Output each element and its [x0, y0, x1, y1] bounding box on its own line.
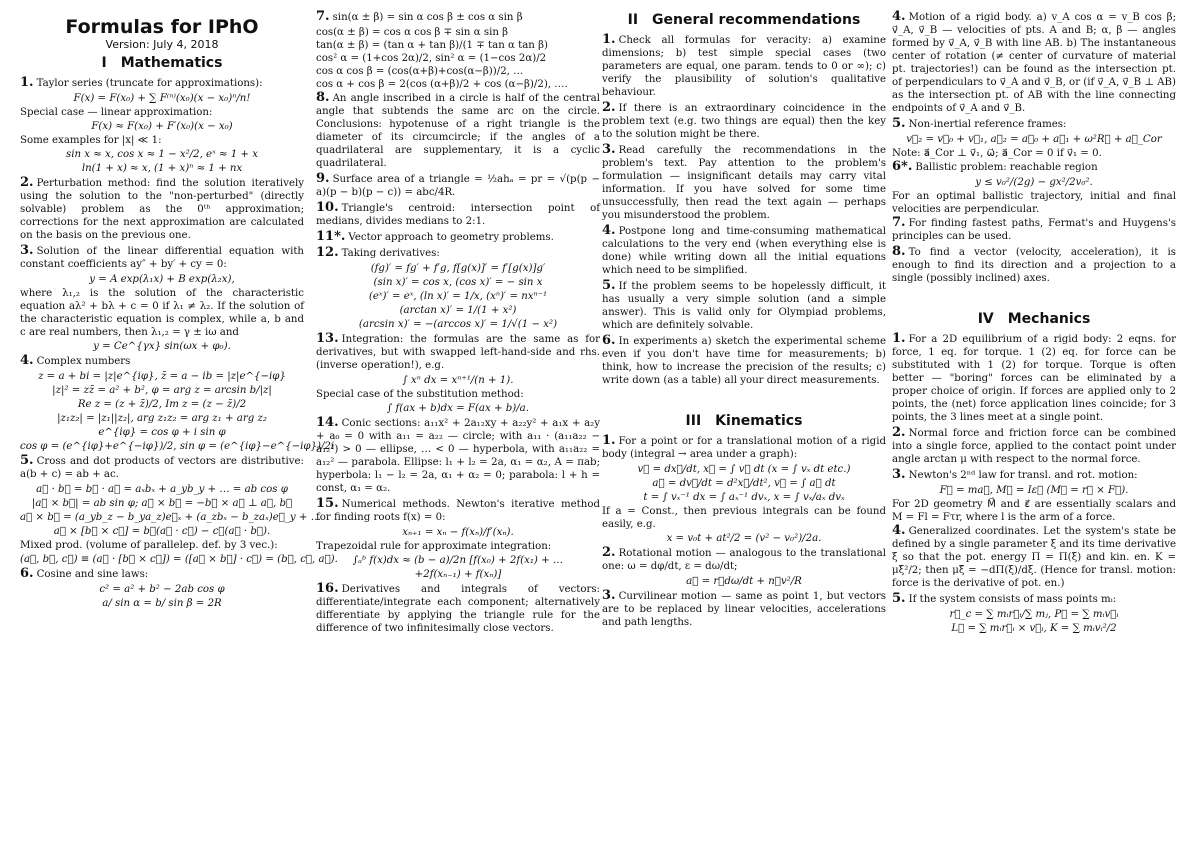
item-text: Special case of the substitution method: — [316, 389, 524, 400]
list-item — [602, 33, 886, 99]
formula: (fg)′ = fg′ + f′g, f[g(x)]′ = f′[g(x)]g′ — [370, 263, 546, 274]
text-line — [602, 505, 886, 531]
section-heading-mechanics — [892, 313, 1176, 326]
formula: F(x) = F(x₀) + ∑ F⁽ⁿ⁾(x₀)(x − x₀)ⁿ/n! — [73, 93, 251, 104]
item-number: 12. — [316, 245, 339, 260]
item-number: 3. — [602, 588, 616, 603]
item-text: Postpone long and time-consuming mathematical calculations to the very end (when everything else is done) while writing down all the initial equations which need to be simplified. — [602, 226, 886, 276]
list-item — [316, 10, 600, 24]
item-text: Mixed prod. (volume of parallelep. def. by 3 vec.): — [20, 540, 278, 551]
list-item — [316, 172, 600, 199]
formula: v⃗ = dx⃗/dt, x⃗ = ∫ v⃗ dt (x = ∫ vₓ dt etc.) — [637, 464, 851, 475]
column-2 — [316, 10, 600, 637]
list-item — [316, 497, 600, 524]
list-item — [892, 10, 1176, 115]
list-item — [602, 101, 886, 141]
formula: +2f(xₙ₋₁) + f(xₙ)] — [414, 569, 502, 580]
item-text: Rotational motion — analogous to the translational one: ω = dφ/dt, ε = dω/dt; — [602, 548, 886, 572]
list-item — [892, 245, 1176, 285]
section-title: General recommendations — [652, 12, 861, 28]
formula: e^{iφ} = cos φ + i sin φ — [98, 427, 226, 438]
list-item — [892, 216, 1176, 243]
list-item — [316, 230, 600, 244]
formula: L⃗ = ∑ mᵢr⃗ᵢ × v⃗ᵢ, K = ∑ mᵢvᵢ²/2 — [951, 623, 1117, 634]
item-text: cos α cos β = (cos(α+β)+cos(α−β))/2, … — [316, 66, 524, 77]
item-text: Read carefully the recommendations in the problem's text. Pay attention to the problem's formulation — insignificant details may carry vital information. If you have solved for some time unsuccessfully, then read the text again — perhaps you misunderstood the problem. — [602, 145, 886, 221]
list-item — [20, 454, 304, 481]
list-item — [602, 224, 886, 277]
section-title: Mechanics — [1007, 311, 1091, 327]
text-line — [316, 78, 600, 91]
list-item — [316, 416, 600, 495]
list-item — [602, 589, 886, 629]
list-col4b — [892, 332, 1176, 635]
list-item — [602, 279, 886, 332]
item-text: where λ₁,₂ is the solution of the characteristic equation aλ² + bλ + c = 0 if λ₁ ≠ λ₂. If the solution of the characteristic equation is complex, while a, b and c are real numbers, then λ₁,₂ = γ ± iω and — [20, 288, 304, 338]
text-line — [316, 65, 600, 78]
item-number: 7. — [892, 215, 906, 230]
item-number: 4. — [20, 353, 34, 368]
item-number: 10. — [316, 200, 339, 215]
item-number: 4. — [602, 223, 616, 238]
formula: a⃗ · b⃗ = b⃗ · a⃗ = aₓbₓ + a_yb_y + … = ab cos φ — [36, 484, 288, 495]
item-text: Taylor series (truncate for approximations): — [36, 78, 263, 89]
item-text: Trapezoidal rule for approximate integration: — [316, 541, 552, 552]
item-number: 3. — [20, 243, 34, 258]
item-text: Ballistic problem: reachable region — [915, 162, 1098, 173]
section-number: IV — [977, 311, 994, 327]
item-number: 4. — [892, 523, 906, 538]
item-number: 2. — [602, 100, 616, 115]
item-text: tan(α ± β) = (tan α + tan β)/(1 ∓ tan α tan β) — [316, 40, 548, 51]
text-line — [316, 52, 600, 65]
item-text: sin(α ± β) = sin α cos β ± cos α sin β — [332, 12, 523, 23]
item-number: 9. — [316, 171, 330, 186]
item-number: 3. — [892, 467, 906, 482]
item-text: An angle inscribed in a circle is half of the central angle that subtends the same arc on the circle. Conclusions: hypotenuse of a right triangle is the diameter of its circumcircle; if the angles of a quadrilateral are supplementary, it is a cyclic quadrilateral. — [316, 93, 600, 169]
item-text: Some examples for |x| ≪ 1: — [20, 135, 162, 146]
formula: (a⃗, b⃗, c⃗) ≡ (a⃗ · [b⃗ × c⃗]) = ([a⃗ × b⃗] · c⃗) = (b⃗, c⃗, a⃗). — [20, 554, 338, 565]
formula: ∫ f(ax + b)dx = F(ax + b)/a. — [386, 403, 529, 414]
list-item — [892, 592, 1176, 606]
formula: F⃗ = ma⃗, M⃗ = Iε⃗ (M⃗ = r⃗ × F⃗). — [939, 485, 1129, 496]
item-number: 7. — [316, 9, 330, 24]
item-text: If there is an extraordinary coincidence in the problem text (e.g. two things are equal) then the key to the solution might be there. — [602, 103, 886, 140]
formula: y = Ce^{γx} sin(ωx + φ₀). — [93, 341, 231, 352]
list-item — [892, 332, 1176, 424]
item-text: Conic sections: a₁₁x² + 2a₁₂xy + a₂₂y² + a₁x + a₂y + a₀ = 0 with a₁₁ = a₂₂ — circle; with a₁₁ · (a₁₁a₂₂ − a₁₂²) > 0 — ellipse, … < 0 — hyperbola, with a₁₁a₂₂ = a₁₂² — parabola. Ellipse: l₁ + l₂ = 2a, α₁ = α₂, A = πab; hyperbola: l₁ − l₂ = 2a, α₁ + α₂ = 0; parabola: l + h = const, α₁ = α₂. — [316, 418, 600, 494]
item-text: Triangle's centroid: intersection point of medians, divides medians to 2:1. — [316, 203, 600, 227]
item-number: 2. — [892, 425, 906, 440]
section-number: I — [101, 55, 107, 71]
item-text: For 2D geometry M⃗ and ε⃗ are essentially scalars and M = Fl = Fτr, where l is the arm of a force. — [892, 499, 1176, 523]
item-text: Surface area of a triangle = ½ahₐ = pr = √(p(p − a)(p − b)(p − c)) = abc/4R. — [316, 174, 600, 198]
item-number: 16. — [316, 581, 339, 596]
item-number: 5. — [602, 278, 616, 293]
formula: a⃗ = dv⃗/dt = d²x⃗/dt², v⃗ = ∫ a⃗ dt — [652, 478, 836, 489]
item-text: Cosine and sine laws: — [36, 569, 149, 580]
list-item — [316, 582, 600, 635]
formula: sin x ≈ x, cos x ≈ 1 − x²/2, eˣ ≈ 1 + x — [66, 149, 258, 160]
formula: cos φ = (e^{iφ}+e^{−iφ})/2, sin φ = (e^{iφ}−e^{−iφ})/2i — [20, 441, 335, 452]
item-text: To find a vector (velocity, acceleration), it is enough to find its direction and a projection to a single (possibly inclined) axes. — [892, 247, 1176, 284]
formula: c² = a² + b² − 2ab cos φ — [99, 584, 225, 595]
text-line — [316, 26, 600, 39]
formula: F(x) ≈ F(x₀) + F′(x₀)(x − x₀) — [91, 121, 233, 132]
formula: |z₁z₂| = |z₁||z₂|, arg z₁z₂ = arg z₁ + arg z₂ — [57, 413, 267, 424]
item-number: 8. — [316, 90, 330, 105]
formula: a/ sin α = b/ sin β = 2R — [102, 598, 222, 609]
list-item — [316, 332, 600, 372]
item-number: 4. — [892, 9, 906, 24]
section-number: II — [627, 12, 639, 28]
formula: r⃗_c = ∑ mᵢr⃗ᵢ/∑ mⱼ, P⃗ = ∑ mᵢv⃗ᵢ — [949, 609, 1119, 620]
text-line — [316, 39, 600, 52]
formula: ln(1 + x) ≈ x, (1 + x)ⁿ ≈ 1 + nx — [81, 163, 243, 174]
text-line — [20, 106, 304, 119]
section-number: III — [685, 413, 702, 429]
list-item — [602, 143, 886, 222]
item-text: cos(α ± β) = cos α cos β ∓ sin α sin β — [316, 27, 509, 38]
item-text: Cross and dot products of vectors are distributive: a(b + c) = ab + ac. — [20, 456, 304, 480]
item-number: 1. — [602, 32, 616, 47]
item-number: 3. — [602, 142, 616, 157]
item-text: Numerical methods. Newton's iterative method for finding roots f(x) = 0: — [316, 499, 600, 523]
list-item — [20, 76, 304, 90]
item-text: Curvilinear motion — same as point 1, but vectors are to be replaced by linear velocities, accelerations and path lengths. — [602, 591, 886, 628]
item-number: 5. — [892, 116, 906, 131]
list-item — [316, 246, 600, 260]
formula: (arctan x)′ = 1/(1 + x²) — [399, 305, 517, 316]
item-text: Special case — linear approximation: — [20, 107, 213, 118]
section-heading-general-recommendations — [602, 14, 886, 27]
section-heading-kinematics — [602, 415, 886, 428]
item-text: Vector approach to geometry problems. — [348, 232, 554, 243]
item-text: cos² α = (1+cos 2α)/2, sin² α = (1−cos 2α)/2 — [316, 53, 547, 64]
formula: y ≤ v₀²/(2g) − gx²/2v₀². — [975, 177, 1093, 188]
formula: y = A exp(λ₁x) + B exp(λ₂x), — [89, 274, 235, 285]
formula: z = a + bi = |z|e^{iφ}, z̄ = a − ib = |z|e^{−iφ} — [38, 371, 286, 382]
item-number: 1. — [20, 75, 34, 90]
item-number: 15. — [316, 496, 339, 511]
list-item — [602, 546, 886, 573]
list-col4a — [892, 10, 1176, 285]
formula: ∫ xⁿ dx = xⁿ⁺¹/(n + 1). — [402, 375, 514, 386]
list-col3b — [602, 434, 886, 629]
list-item — [602, 434, 886, 461]
item-text: For a 2D equilibrium of a rigid body: 2 eqns. for force, 1 eq. for torque. 1 (2) eq. for force can be substituted with 1 (2) for torque. Torque is often better — "boring" forces can be eliminated by a proper choice of origin. If forces are applied only to 2 points, the (net) force application lines coincide; for 3 points, the 3 lines meet at a single point. — [892, 334, 1176, 423]
item-text: Solution of the linear differential equation with constant coefficients ay″ + by′ + cy = 0: — [20, 246, 304, 270]
section-title: Mathematics — [120, 55, 223, 71]
text-line — [316, 540, 600, 553]
item-number: 14. — [316, 415, 339, 430]
item-text: If the system consists of mass points mᵢ: — [908, 594, 1117, 605]
item-text: Normal force and friction force can be combined into a single force, applied to the contact point under angle arctan μ with respect to the normal force. — [892, 428, 1176, 465]
item-text: If the problem seems to be hopelessly difficult, it has usually a very simple solution (and a simple answer). This is valid only for Olympiad problems, which are definitely solvable. — [602, 281, 886, 331]
formula: (sin x)′ = cos x, (cos x)′ = − sin x — [373, 277, 543, 288]
text-line — [20, 134, 304, 147]
item-text: For a point or for a translational motion of a rigid body (integral → area under a graph): — [602, 436, 886, 460]
item-text: Non-inertial reference frames: — [908, 119, 1067, 130]
list-item — [20, 244, 304, 271]
text-line — [892, 190, 1176, 216]
item-number: 6. — [20, 566, 34, 581]
formula: |a⃗ × b⃗| = ab sin φ; a⃗ × b⃗ = −b⃗ × a⃗ ⊥ a⃗, b⃗ — [31, 498, 293, 509]
item-number: 13. — [316, 331, 339, 346]
item-number: 8. — [892, 244, 906, 259]
version-line: Version: July 4, 2018 — [105, 38, 219, 51]
list-item — [892, 117, 1176, 131]
item-text: Complex numbers — [36, 356, 131, 367]
formula: xₙ₊₁ = xₙ − f(xₙ)/f′(xₙ). — [402, 527, 514, 538]
document-title: Formulas for IPhO — [65, 16, 259, 38]
list-item — [892, 468, 1176, 482]
item-text: cos α + cos β = 2(cos (α+β)/2 + cos (α−β)/2), …. — [316, 79, 568, 90]
list-item — [892, 524, 1176, 590]
section-title: Kinematics — [715, 413, 803, 429]
text-line — [892, 498, 1176, 524]
item-text: Generalized coordinates. Let the system's state be defined by a single parameter ξ and its time derivative ξ̇ so that the pot. energy Π = Π(ξ) and kin. en. K = μξ̇²/2; then μξ̈ = −dΠ(ξ)/dξ. (Hence for transl. motion: force is the derivative of pot. en.) — [892, 526, 1176, 589]
list-item — [892, 426, 1176, 466]
list-col3a — [602, 33, 886, 387]
list-item — [316, 91, 600, 170]
item-number: 5. — [892, 591, 906, 606]
item-text: Perturbation method: find the solution iteratively using the solution to the "non-perturbed" (directly solvable) problem as the 0ᵗʰ approximation; corrections for the next approximation are calculated on the basis on the previous one. — [20, 178, 304, 241]
item-number: 6. — [602, 333, 616, 348]
column-3 — [602, 10, 886, 631]
text-line — [20, 287, 304, 339]
item-text: For finding fastest paths, Fermat's and Huygens's principles can be used. — [892, 218, 1176, 242]
item-text: Integration: the formulas are the same as for derivatives, but with swapped left-hand-side and rhs. (inverse operation!), e.g. — [316, 334, 600, 371]
column-4 — [892, 10, 1176, 636]
item-text: In experiments a) sketch the experimental scheme even if you don't have time for measurements; b) think, how to increase the precision of the results; c) write down (as a table) all your direct measurements. — [602, 336, 886, 386]
list-item — [316, 201, 600, 228]
formula: a⃗ × [b⃗ × c⃗] = b⃗(a⃗ · c⃗) − c⃗(a⃗ · b⃗). — [53, 526, 271, 537]
formula: v⃗₂ = v⃗₀ + v⃗₁, a⃗₂ = a⃗₀ + a⃗₁ + ω²R⃗ + a⃗_Cor — [906, 134, 1162, 145]
item-number: 11*. — [316, 229, 346, 244]
list-item — [20, 567, 304, 581]
item-text: Newton's 2ⁿᵈ law for transl. and rot. motion: — [908, 470, 1138, 481]
item-text: Note: a⃗_Cor ⊥ v⃗₁, ω⃗; a⃗_Cor = 0 if v⃗₁ = 0. — [892, 148, 1102, 159]
list-item — [20, 176, 304, 242]
section-heading-mathematics — [20, 57, 304, 70]
item-text: Taking derivatives: — [341, 248, 440, 259]
formula: ∫ₐᵇ f(x)dx ≈ (b − a)/2n [f(x₀) + 2f(x₁) + … — [352, 555, 564, 566]
formula: x = v₀t + at²/2 = (v² − v₀²)/2a. — [666, 533, 822, 544]
text-line — [892, 147, 1176, 160]
item-number: 1. — [602, 433, 616, 448]
list-item — [892, 160, 1176, 174]
item-text: Motion of a rigid body. a) v_A cos α = v_B cos β; v⃗_A, v⃗_B — velocities of pts. A and B; α, β — angles formed by v⃗_A, v⃗_B with line AB. b) The instantaneous center of rotation (≠ center of curvature of material pt. trajectories!) can be found as the intersection pt. of perpendiculars to v⃗_A and v⃗_B, or (if v⃗_A, v⃗_B ⊥ AB) as the intersection pt. of AB with the line connecting endpoints of v⃗_A and v⃗_B. — [892, 12, 1176, 114]
item-number: 2. — [602, 545, 616, 560]
item-number: 2. — [20, 175, 34, 190]
item-number: 1. — [892, 331, 906, 346]
item-text: For an optimal ballistic trajectory, initial and final velocities are perpendicular. — [892, 191, 1176, 215]
formula: a⃗ × b⃗ = (a_yb_z − b_ya_z)e⃗ₓ + (a_zbₓ − b_zaₓ)e⃗_y + … — [20, 512, 321, 523]
text-line — [20, 539, 304, 552]
list-col2 — [316, 10, 600, 635]
item-number: 6*. — [892, 159, 913, 174]
item-text: Derivatives and integrals of vectors: differentiate/integrate each component; alternatively differentiate by applying the triangle rule for the difference of two infinitesimally close vectors. — [316, 584, 600, 634]
formula: (arcsin x)′ = −(arccos x)′ = 1/√(1 − x²) — [358, 319, 558, 330]
item-text: If a = Const., then previous integrals can be found easily, e.g. — [602, 506, 886, 530]
list-item — [602, 334, 886, 387]
item-text: Check all formulas for veracity: a) examine dimensions; b) test simple special cases (two parameters are equal, one param. tends to 0 or ∞); c) verify the plausibility of solution's qualitative behaviour. — [602, 35, 886, 98]
text-line — [316, 388, 600, 401]
list-item — [20, 354, 304, 368]
formula: a⃗ = r⃗dω/dt + n⃗v²/R — [686, 576, 802, 587]
formula: |z|² = zz̄ = a² + b², φ = arg z = arcsin b/|z| — [52, 385, 272, 396]
formula: t = ∫ vₓ⁻¹ dx = ∫ aₓ⁻¹ dvₓ, x = ∫ vₓ/aₓ dvₓ — [643, 492, 845, 503]
formula: Re z = (z + z̄)/2, Im z = (z − z̄)/2 — [77, 399, 247, 410]
formula: (eˣ)′ = eˣ, (ln x)′ = 1/x, (xⁿ)′ = nxⁿ⁻¹ — [368, 291, 548, 302]
item-number: 5. — [20, 453, 34, 468]
